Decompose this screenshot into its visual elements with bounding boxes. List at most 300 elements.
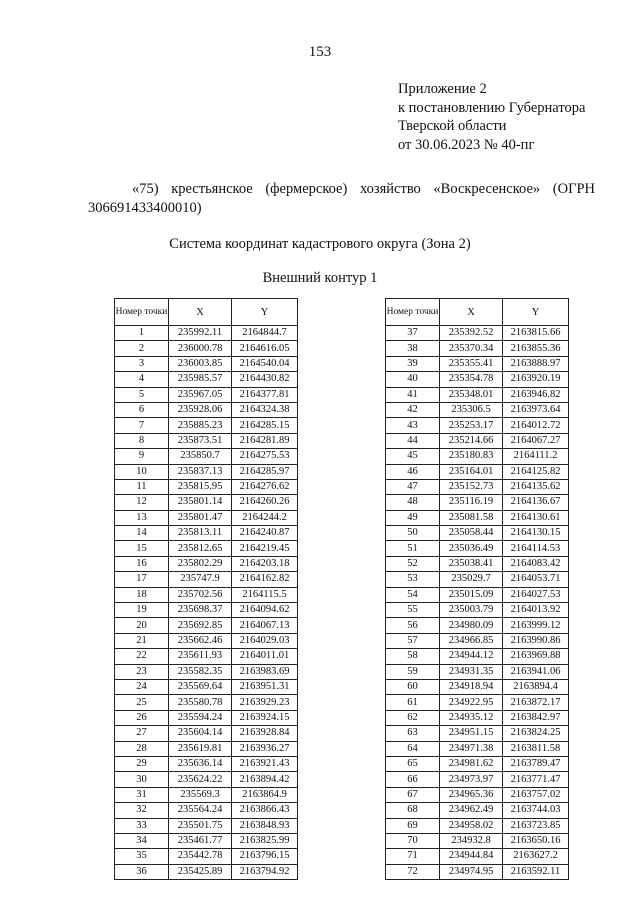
point-number-cell: 30	[115, 772, 169, 787]
appendix-line: от 30.06.2023 № 40-пг	[398, 136, 535, 153]
point-number-cell: 61	[386, 695, 440, 710]
table-row	[386, 387, 569, 402]
table-row	[386, 726, 569, 741]
y-coordinate-cell: 2163789.47	[503, 756, 569, 771]
y-coordinate-cell: 2164135.62	[503, 479, 569, 494]
point-number-cell: 59	[386, 664, 440, 679]
x-coordinate-cell: 234958.02	[440, 818, 503, 833]
y-coordinate-cell: 2163757.02	[503, 787, 569, 802]
point-number-cell: 40	[386, 372, 440, 387]
point-number-cell: 56	[386, 618, 440, 633]
point-number-cell: 42	[386, 402, 440, 417]
x-coordinate-cell: 235569.3	[169, 787, 232, 802]
table-row	[115, 341, 298, 356]
coordinate-system-title: Система координат кадастрового округа (Зона 2)	[169, 236, 471, 252]
point-number-cell: 58	[386, 649, 440, 664]
x-coordinate-cell: 235611.93	[169, 649, 232, 664]
x-coordinate-cell: 235569.64	[169, 679, 232, 694]
x-coordinate-cell: 234980.09	[440, 618, 503, 633]
entity-word: хозяйство	[359, 181, 421, 197]
x-coordinate-cell: 235636.14	[169, 756, 232, 771]
table-row	[386, 510, 569, 525]
x-coordinate-cell: 235392.52	[440, 326, 503, 341]
point-number-cell: 72	[386, 864, 440, 879]
y-coordinate-cell: 2163888.97	[503, 356, 569, 371]
entity-word: крестьянское	[171, 181, 253, 197]
table-row	[386, 803, 569, 818]
header-y: Y	[503, 299, 569, 326]
y-coordinate-cell: 2163855.36	[503, 341, 569, 356]
y-coordinate-cell: 2164029.03	[232, 633, 298, 648]
point-number-cell: 18	[115, 587, 169, 602]
x-coordinate-cell: 234935.12	[440, 710, 503, 725]
point-number-cell: 6	[115, 402, 169, 417]
table-row	[386, 633, 569, 648]
table-row	[115, 479, 298, 494]
y-coordinate-cell: 2163999.12	[503, 618, 569, 633]
x-coordinate-cell: 235348.01	[440, 387, 503, 402]
entity-heading	[88, 180, 595, 218]
point-number-cell: 1	[115, 326, 169, 341]
y-coordinate-cell: 2164203.18	[232, 556, 298, 571]
x-coordinate-cell: 235594.24	[169, 710, 232, 725]
y-coordinate-cell: 2163990.86	[503, 633, 569, 648]
point-number-cell: 46	[386, 464, 440, 479]
table-row	[386, 449, 569, 464]
point-number-cell: 62	[386, 710, 440, 725]
table-row	[386, 372, 569, 387]
table-row	[115, 572, 298, 587]
y-coordinate-cell: 2163825.99	[232, 833, 298, 848]
point-number-cell: 55	[386, 603, 440, 618]
y-coordinate-cell: 2164067.13	[232, 618, 298, 633]
point-number-cell: 27	[115, 726, 169, 741]
coordinates-table-left	[114, 298, 298, 880]
y-coordinate-cell: 2164115.5	[232, 587, 298, 602]
x-coordinate-cell: 235461.77	[169, 833, 232, 848]
point-number-cell: 49	[386, 510, 440, 525]
appendix-line: Приложение 2	[398, 81, 487, 97]
x-coordinate-cell: 235425.89	[169, 864, 232, 879]
y-coordinate-cell: 2163744.03	[503, 803, 569, 818]
header-y: Y	[232, 299, 298, 326]
y-coordinate-cell: 2164260.26	[232, 495, 298, 510]
point-number-cell: 3	[115, 356, 169, 371]
point-number-cell: 7	[115, 418, 169, 433]
y-coordinate-cell: 2163924.15	[232, 710, 298, 725]
x-coordinate-cell: 235967.05	[169, 387, 232, 402]
x-coordinate-cell: 235801.14	[169, 495, 232, 510]
x-coordinate-cell: 235029.7	[440, 572, 503, 587]
x-coordinate-cell: 235164.01	[440, 464, 503, 479]
y-coordinate-cell: 2164285.15	[232, 418, 298, 433]
y-coordinate-cell: 2164083.42	[503, 556, 569, 571]
x-coordinate-cell: 235619.81	[169, 741, 232, 756]
table-row	[115, 772, 298, 787]
point-number-cell: 60	[386, 679, 440, 694]
table-row	[386, 756, 569, 771]
table-header-row	[386, 299, 569, 326]
x-coordinate-cell: 235354.78	[440, 372, 503, 387]
point-number-cell: 69	[386, 818, 440, 833]
x-coordinate-cell: 234932.8	[440, 833, 503, 848]
y-coordinate-cell: 2164276.62	[232, 479, 298, 494]
y-coordinate-cell: 2164219.45	[232, 541, 298, 556]
y-coordinate-cell: 2164011.01	[232, 649, 298, 664]
y-coordinate-cell: 2163894.42	[232, 772, 298, 787]
point-number-cell: 4	[115, 372, 169, 387]
x-coordinate-cell: 235355.41	[440, 356, 503, 371]
y-coordinate-cell: 2164275.53	[232, 449, 298, 464]
x-coordinate-cell: 235081.58	[440, 510, 503, 525]
y-coordinate-cell: 2164377.81	[232, 387, 298, 402]
entity-line-2: 306691433400010)	[88, 200, 202, 216]
y-coordinate-cell: 2163848.93	[232, 818, 298, 833]
table-row	[115, 679, 298, 694]
point-number-cell: 9	[115, 449, 169, 464]
x-coordinate-cell: 235801.47	[169, 510, 232, 525]
header-point-number: Номер точки	[115, 299, 169, 326]
y-coordinate-cell: 2163811.58	[503, 741, 569, 756]
x-coordinate-cell: 234962.49	[440, 803, 503, 818]
table-row	[386, 418, 569, 433]
x-coordinate-cell: 235370.34	[440, 341, 503, 356]
point-number-cell: 37	[386, 326, 440, 341]
x-coordinate-cell: 235747.9	[169, 572, 232, 587]
table-row	[386, 495, 569, 510]
x-coordinate-cell: 235692.85	[169, 618, 232, 633]
y-coordinate-cell: 2164240.87	[232, 526, 298, 541]
x-coordinate-cell: 235624.22	[169, 772, 232, 787]
table-row	[386, 356, 569, 371]
appendix-line: Тверской области	[398, 118, 507, 134]
appendix-line: к постановлению Губернатора	[398, 99, 586, 116]
point-number-cell: 68	[386, 803, 440, 818]
point-number-cell: 71	[386, 849, 440, 864]
entity-word: (ОГРН	[552, 181, 595, 197]
y-coordinate-cell: 2163951.31	[232, 679, 298, 694]
point-number-cell: 38	[386, 341, 440, 356]
y-coordinate-cell: 2164616.05	[232, 341, 298, 356]
point-number-cell: 21	[115, 633, 169, 648]
y-coordinate-cell: 2163824.25	[503, 726, 569, 741]
table-row	[115, 618, 298, 633]
x-coordinate-cell: 234965.36	[440, 787, 503, 802]
point-number-cell: 28	[115, 741, 169, 756]
x-coordinate-cell: 235815.95	[169, 479, 232, 494]
x-coordinate-cell: 235038.41	[440, 556, 503, 571]
x-coordinate-cell: 235180.83	[440, 449, 503, 464]
table-row	[115, 495, 298, 510]
point-number-cell: 32	[115, 803, 169, 818]
x-coordinate-cell: 235152.73	[440, 479, 503, 494]
table-row	[115, 833, 298, 848]
x-coordinate-cell: 234974.95	[440, 864, 503, 879]
x-coordinate-cell: 235837.13	[169, 464, 232, 479]
y-coordinate-cell: 2163969.88	[503, 649, 569, 664]
x-coordinate-cell: 235850.7	[169, 449, 232, 464]
table-row	[115, 803, 298, 818]
y-coordinate-cell: 2163866.43	[232, 803, 298, 818]
y-coordinate-cell: 2163941.06	[503, 664, 569, 679]
point-number-cell: 52	[386, 556, 440, 571]
y-coordinate-cell: 2163929.23	[232, 695, 298, 710]
y-coordinate-cell: 2163936.27	[232, 741, 298, 756]
table-row	[115, 587, 298, 602]
y-coordinate-cell: 2164111.2	[503, 449, 569, 464]
table-row	[115, 449, 298, 464]
point-number-cell: 35	[115, 849, 169, 864]
x-coordinate-cell: 235580.78	[169, 695, 232, 710]
x-coordinate-cell: 235662.46	[169, 633, 232, 648]
point-number-cell: 14	[115, 526, 169, 541]
point-number-cell: 34	[115, 833, 169, 848]
y-coordinate-cell: 2163894.4	[503, 679, 569, 694]
table-row	[386, 587, 569, 602]
x-coordinate-cell: 236003.85	[169, 356, 232, 371]
x-coordinate-cell: 235873.51	[169, 433, 232, 448]
point-number-cell: 39	[386, 356, 440, 371]
y-coordinate-cell: 2164430.82	[232, 372, 298, 387]
point-number-cell: 36	[115, 864, 169, 879]
table-row	[115, 510, 298, 525]
table-row	[115, 603, 298, 618]
point-number-cell: 53	[386, 572, 440, 587]
table-row	[386, 402, 569, 417]
y-coordinate-cell: 2164162.82	[232, 572, 298, 587]
y-coordinate-cell: 2163928.84	[232, 726, 298, 741]
point-number-cell: 43	[386, 418, 440, 433]
table-header-row	[115, 299, 298, 326]
x-coordinate-cell: 236000.78	[169, 341, 232, 356]
table-row	[115, 556, 298, 571]
point-number-cell: 23	[115, 664, 169, 679]
table-row	[115, 710, 298, 725]
point-number-cell: 25	[115, 695, 169, 710]
y-coordinate-cell: 2163723.85	[503, 818, 569, 833]
table-row	[115, 633, 298, 648]
x-coordinate-cell: 234922.95	[440, 695, 503, 710]
y-coordinate-cell: 2164094.62	[232, 603, 298, 618]
point-number-cell: 41	[386, 387, 440, 402]
table-row	[115, 541, 298, 556]
point-number-cell: 47	[386, 479, 440, 494]
x-coordinate-cell: 235928.06	[169, 402, 232, 417]
page-number: 153	[308, 44, 332, 60]
point-number-cell: 44	[386, 433, 440, 448]
table-row	[115, 664, 298, 679]
point-number-cell: 22	[115, 649, 169, 664]
point-number-cell: 24	[115, 679, 169, 694]
point-number-cell: 31	[115, 787, 169, 802]
point-number-cell: 63	[386, 726, 440, 741]
table-row	[386, 710, 569, 725]
table-row	[386, 695, 569, 710]
table-row	[115, 787, 298, 802]
y-coordinate-cell: 2164130.15	[503, 526, 569, 541]
y-coordinate-cell: 2163815.66	[503, 326, 569, 341]
y-coordinate-cell: 2164013.92	[503, 603, 569, 618]
table-row	[115, 864, 298, 879]
point-number-cell: 57	[386, 633, 440, 648]
entity-line-1	[88, 180, 595, 199]
y-coordinate-cell: 2164136.67	[503, 495, 569, 510]
point-number-cell: 54	[386, 587, 440, 602]
point-number-cell: 13	[115, 510, 169, 525]
table-row	[386, 326, 569, 341]
table-row	[115, 418, 298, 433]
table-row	[386, 541, 569, 556]
x-coordinate-cell: 235698.37	[169, 603, 232, 618]
table-row	[115, 818, 298, 833]
table-row	[386, 772, 569, 787]
y-coordinate-cell: 2163627.2	[503, 849, 569, 864]
y-coordinate-cell: 2164027.53	[503, 587, 569, 602]
x-coordinate-cell: 235582.35	[169, 664, 232, 679]
y-coordinate-cell: 2164012.72	[503, 418, 569, 433]
point-number-cell: 15	[115, 541, 169, 556]
x-coordinate-cell: 234981.62	[440, 756, 503, 771]
table-row	[386, 833, 569, 848]
x-coordinate-cell: 235058.44	[440, 526, 503, 541]
point-number-cell: 45	[386, 449, 440, 464]
table-row	[386, 464, 569, 479]
y-coordinate-cell: 2163872.17	[503, 695, 569, 710]
y-coordinate-cell: 2163983.69	[232, 664, 298, 679]
table-row	[115, 756, 298, 771]
header-x: X	[169, 299, 232, 326]
table-row	[115, 464, 298, 479]
table-row	[386, 603, 569, 618]
point-number-cell: 64	[386, 741, 440, 756]
point-number-cell: 51	[386, 541, 440, 556]
y-coordinate-cell: 2163771.47	[503, 772, 569, 787]
table-row	[386, 526, 569, 541]
table-row	[115, 849, 298, 864]
point-number-cell: 33	[115, 818, 169, 833]
y-coordinate-cell: 2163946.82	[503, 387, 569, 402]
table-row	[386, 864, 569, 879]
coordinates-table-right	[385, 298, 569, 880]
table-row	[115, 526, 298, 541]
table-row	[386, 849, 569, 864]
x-coordinate-cell: 235702.56	[169, 587, 232, 602]
y-coordinate-cell: 2163973.64	[503, 402, 569, 417]
x-coordinate-cell: 235985.57	[169, 372, 232, 387]
y-coordinate-cell: 2164053.71	[503, 572, 569, 587]
point-number-cell: 50	[386, 526, 440, 541]
appendix-header	[398, 80, 585, 154]
x-coordinate-cell: 234944.12	[440, 649, 503, 664]
table-row	[115, 433, 298, 448]
y-coordinate-cell: 2164540.04	[232, 356, 298, 371]
point-number-cell: 16	[115, 556, 169, 571]
point-number-cell: 5	[115, 387, 169, 402]
y-coordinate-cell: 2163921.43	[232, 756, 298, 771]
table-row	[386, 479, 569, 494]
y-coordinate-cell: 2164285.97	[232, 464, 298, 479]
x-coordinate-cell: 235214.66	[440, 433, 503, 448]
point-number-cell: 66	[386, 772, 440, 787]
entity-word: (фермерское)	[265, 181, 348, 197]
x-coordinate-cell: 234918.94	[440, 679, 503, 694]
header-point-number: Номер точки	[386, 299, 440, 326]
table-row	[386, 433, 569, 448]
x-coordinate-cell: 235813.11	[169, 526, 232, 541]
point-number-cell: 48	[386, 495, 440, 510]
table-row	[115, 649, 298, 664]
table-row	[386, 618, 569, 633]
point-number-cell: 67	[386, 787, 440, 802]
x-coordinate-cell: 235015.09	[440, 587, 503, 602]
y-coordinate-cell: 2163794.92	[232, 864, 298, 879]
x-coordinate-cell: 235501.75	[169, 818, 232, 833]
point-number-cell: 11	[115, 479, 169, 494]
table-row	[115, 726, 298, 741]
x-coordinate-cell: 235992.11	[169, 326, 232, 341]
table-row	[115, 356, 298, 371]
point-number-cell: 29	[115, 756, 169, 771]
table-row	[386, 664, 569, 679]
x-coordinate-cell: 235253.17	[440, 418, 503, 433]
y-coordinate-cell: 2163864.9	[232, 787, 298, 802]
y-coordinate-cell: 2164125.82	[503, 464, 569, 479]
table-row	[115, 326, 298, 341]
entity-word: «75)	[132, 181, 159, 197]
point-number-cell: 19	[115, 603, 169, 618]
point-number-cell: 8	[115, 433, 169, 448]
y-coordinate-cell: 2163650.16	[503, 833, 569, 848]
table-row	[386, 649, 569, 664]
x-coordinate-cell: 235564.24	[169, 803, 232, 818]
y-coordinate-cell: 2164130.61	[503, 510, 569, 525]
x-coordinate-cell: 235812.65	[169, 541, 232, 556]
y-coordinate-cell: 2164067.27	[503, 433, 569, 448]
x-coordinate-cell: 234931.35	[440, 664, 503, 679]
point-number-cell: 65	[386, 756, 440, 771]
x-coordinate-cell: 235802.29	[169, 556, 232, 571]
y-coordinate-cell: 2164114.53	[503, 541, 569, 556]
x-coordinate-cell: 235604.14	[169, 726, 232, 741]
y-coordinate-cell: 2163796.15	[232, 849, 298, 864]
table-row	[115, 695, 298, 710]
point-number-cell: 2	[115, 341, 169, 356]
y-coordinate-cell: 2164324.38	[232, 402, 298, 417]
table-row	[386, 741, 569, 756]
x-coordinate-cell: 234944.84	[440, 849, 503, 864]
x-coordinate-cell: 235442.78	[169, 849, 232, 864]
x-coordinate-cell: 234971.38	[440, 741, 503, 756]
x-coordinate-cell: 235036.49	[440, 541, 503, 556]
x-coordinate-cell: 234973.97	[440, 772, 503, 787]
x-coordinate-cell: 235306.5	[440, 402, 503, 417]
y-coordinate-cell: 2163920.19	[503, 372, 569, 387]
table-row	[115, 372, 298, 387]
y-coordinate-cell: 2163842.97	[503, 710, 569, 725]
table-row	[386, 679, 569, 694]
x-coordinate-cell: 235116.19	[440, 495, 503, 510]
point-number-cell: 12	[115, 495, 169, 510]
point-number-cell: 70	[386, 833, 440, 848]
table-row	[386, 818, 569, 833]
contour-title: Внешний контур 1	[262, 270, 378, 286]
y-coordinate-cell: 2164844.7	[232, 326, 298, 341]
y-coordinate-cell: 2164281.89	[232, 433, 298, 448]
table-row	[115, 402, 298, 417]
table-row	[386, 341, 569, 356]
point-number-cell: 26	[115, 710, 169, 725]
header-x: X	[440, 299, 503, 326]
